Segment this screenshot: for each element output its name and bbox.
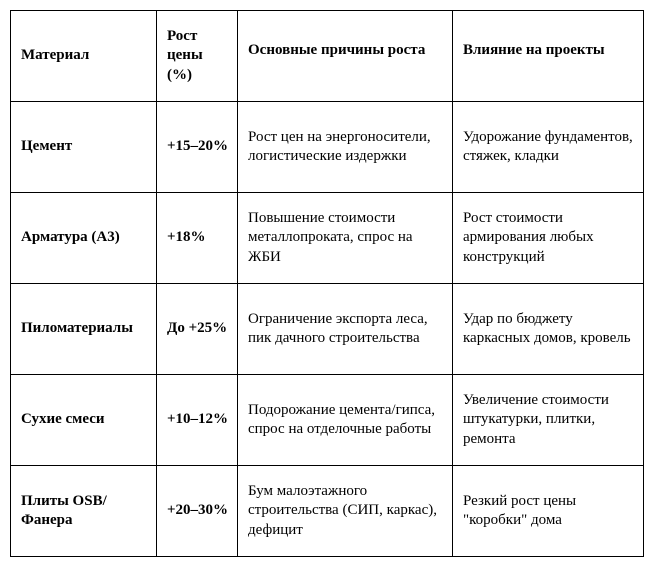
cell-impact: Увеличение стоимости штукатурки, плитки, ремонта <box>453 375 644 466</box>
header-growth: Рост цены (%) <box>157 11 238 102</box>
table-header-row <box>11 11 644 102</box>
header-impact: Влияние на проекты <box>453 11 644 102</box>
cell-reasons: Подорожание цемента/гипса, спрос на отделочные работы <box>238 375 453 466</box>
cell-growth: +18% <box>157 193 238 284</box>
cell-impact: Удар по бюджету каркасных домов, кровель <box>453 284 644 375</box>
cell-material: Цемент <box>11 102 157 193</box>
cell-material: Пиломатериалы <box>11 284 157 375</box>
cell-impact: Удорожание фундаментов, стяжек, кладки <box>453 102 644 193</box>
cell-reasons: Ограничение экспорта леса, пик дачного строительства <box>238 284 453 375</box>
cell-material: Арматура (А3) <box>11 193 157 284</box>
cell-growth: +20–30% <box>157 466 238 557</box>
cell-growth: +15–20% <box>157 102 238 193</box>
cell-growth: +10–12% <box>157 375 238 466</box>
cell-reasons: Рост цен на энергоносители, логистические издержки <box>238 102 453 193</box>
header-material: Материал <box>11 11 157 102</box>
cell-growth: До +25% <box>157 284 238 375</box>
table-row <box>11 193 644 284</box>
cell-impact: Рост стоимости армирования любых конструкций <box>453 193 644 284</box>
table-row <box>11 375 644 466</box>
cell-reasons: Бум малоэтажного строительства (СИП, каркас), дефицит <box>238 466 453 557</box>
cell-material: Плиты OSB/Фанера <box>11 466 157 557</box>
header-reasons: Основные причины роста <box>238 11 453 102</box>
cell-impact: Резкий рост цены "коробки" дома <box>453 466 644 557</box>
price-growth-table <box>10 10 644 557</box>
table-row <box>11 102 644 193</box>
cell-reasons: Повышение стоимости металлопроката, спрос на ЖБИ <box>238 193 453 284</box>
table-row <box>11 284 644 375</box>
cell-material: Сухие смеси <box>11 375 157 466</box>
table-row <box>11 466 644 557</box>
